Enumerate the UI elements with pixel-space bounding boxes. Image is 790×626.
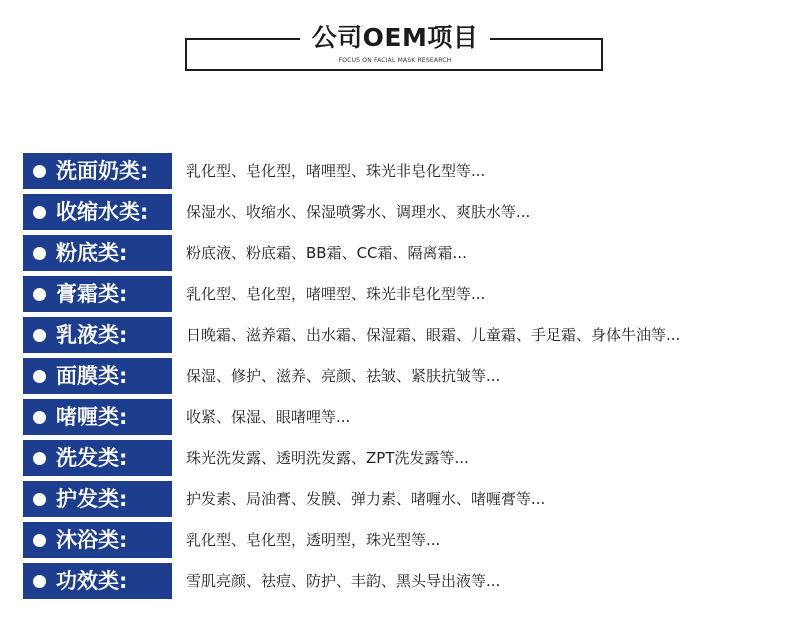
category-label-text: 沐浴类:: [56, 528, 128, 552]
category-label: [23, 440, 172, 476]
category-description: 保湿水、收缩水、保湿喷雾水、调理水、爽肤水等...: [186, 203, 531, 221]
bullet-icon: [33, 370, 46, 383]
category-label-text: 膏霜类:: [56, 282, 128, 306]
category-row: [23, 440, 783, 476]
category-description: 珠光洗发露、透明洗发露、ZPT洗发露等...: [186, 449, 469, 467]
bullet-icon: [33, 411, 46, 424]
category-label-text: 面膜类:: [56, 364, 128, 388]
category-row: [23, 481, 783, 517]
category-label-text: 乳液类:: [56, 323, 128, 347]
category-label: [23, 276, 172, 312]
category-label: [23, 481, 172, 517]
category-row: [23, 563, 783, 599]
category-row: [23, 235, 783, 271]
bullet-icon: [33, 247, 46, 260]
category-label: [23, 399, 172, 435]
category-description: 雪肌亮颜、祛痘、防护、丰韵、黑头导出液等...: [186, 572, 501, 590]
bullet-icon: [33, 329, 46, 342]
category-description: 护发素、局油膏、发膜、弹力素、啫喱水、啫喱膏等...: [186, 490, 546, 508]
category-label: [23, 563, 172, 599]
category-description: 乳化型、皂化型，啫哩型、珠光非皂化型等...: [186, 285, 486, 303]
bullet-icon: [33, 534, 46, 547]
category-label-text: 功效类:: [56, 569, 128, 593]
category-label: [23, 522, 172, 558]
category-label-text: 洗面奶类:: [56, 159, 149, 183]
category-list: [23, 153, 783, 604]
bullet-icon: [33, 452, 46, 465]
category-label-text: 啫喱类:: [56, 405, 128, 429]
category-label-text: 洗发类:: [56, 446, 128, 470]
bullet-icon: [33, 493, 46, 506]
category-row: [23, 358, 783, 394]
category-description: 粉底液、粉底霜、BB霜、CC霜、隔离霜...: [186, 244, 467, 262]
category-label: [23, 317, 172, 353]
category-label-text: 护发类:: [56, 487, 128, 511]
category-row: [23, 522, 783, 558]
category-description: 收紧、保湿、眼啫哩等...: [186, 408, 351, 426]
category-description: 乳化型、皂化型，透明型，珠光型等...: [186, 531, 441, 549]
category-description: 保湿、修护、滋养、亮颜、祛皱、紧肤抗皱等...: [186, 367, 501, 385]
category-label: [23, 153, 172, 189]
category-label: [23, 358, 172, 394]
category-description: 日晚霜、滋养霜、出水霜、保湿霜、眼霜、儿童霜、手足霜、身体牛油等...: [186, 326, 681, 344]
category-label-text: 粉底类:: [56, 241, 128, 265]
bullet-icon: [33, 575, 46, 588]
category-label: [23, 235, 172, 271]
bullet-icon: [33, 206, 46, 219]
category-row: [23, 399, 783, 435]
category-row: [23, 153, 783, 189]
category-row: [23, 317, 783, 353]
category-label: [23, 194, 172, 230]
bullet-icon: [33, 288, 46, 301]
category-label-text: 收缩水类:: [56, 200, 149, 224]
category-row: [23, 194, 783, 230]
category-description: 乳化型、皂化型，啫哩型、珠光非皂化型等...: [186, 162, 486, 180]
category-row: [23, 276, 783, 312]
bullet-icon: [33, 165, 46, 178]
page-title: 公司OEM项目: [311, 23, 479, 52]
page-subtitle: FOCUS ON FACIAL MASK RESEARCH: [338, 57, 452, 64]
